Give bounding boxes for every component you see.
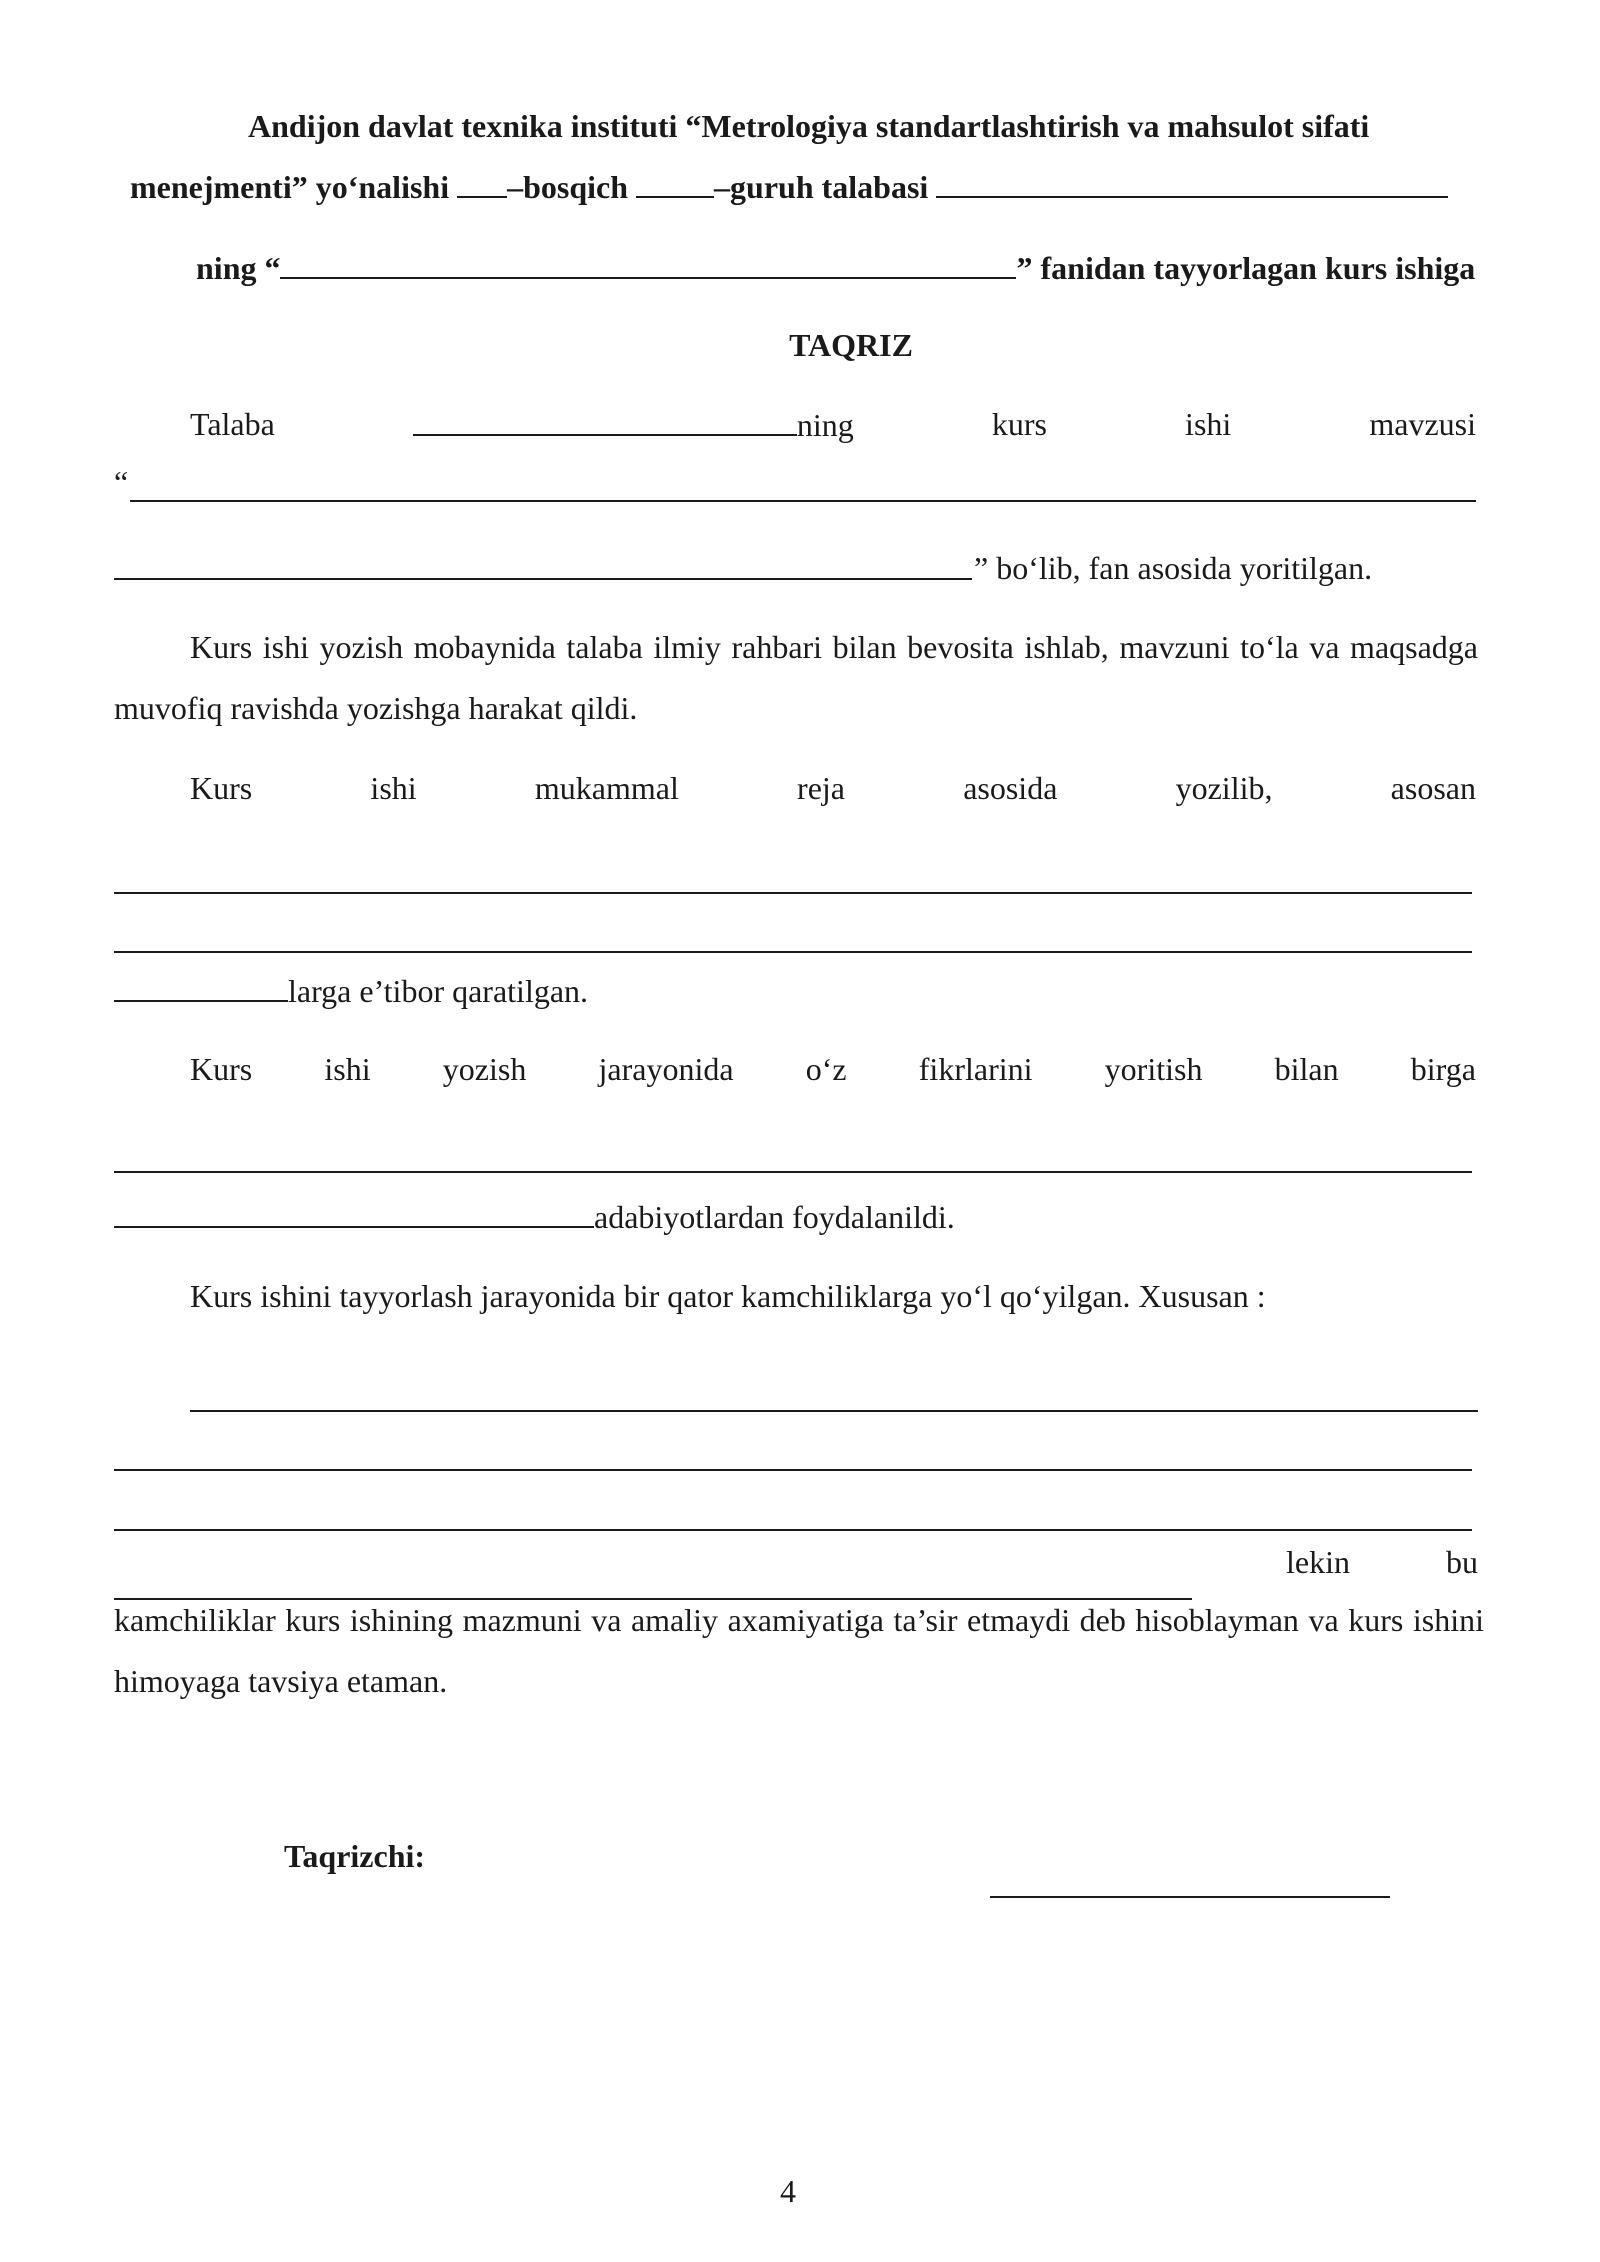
header-subject-prefix: ning “ bbox=[196, 250, 281, 286]
p3-end-text: larga e’tibor qaratilgan. bbox=[288, 973, 589, 1009]
p4-word: yozish bbox=[442, 1051, 527, 1087]
header-line-1: Andijon davlat texnika instituti “Metrologiya standartlashtirish va mahsulot sifati bbox=[248, 108, 1370, 144]
topic-blank-line-1 bbox=[130, 500, 1476, 502]
shortcomings-blank-line-3 bbox=[114, 1529, 1472, 1531]
p4-end-line bbox=[114, 1196, 955, 1237]
p1-word: Talaba bbox=[190, 406, 275, 442]
p4-word: jarayonida bbox=[598, 1051, 734, 1087]
header-line-3 bbox=[196, 247, 1475, 288]
p4-end-text: adabiyotlardan foydalanildi. bbox=[594, 1199, 955, 1235]
p5-closing: kamchiliklar kurs ishining mazmuni va amaliy axamiyatiga ta’sir etmaydi deb hisoblayman va kurs ishini himoyaga tavsiya etaman. bbox=[114, 1602, 1484, 1699]
p1-spread-line bbox=[190, 404, 1476, 445]
p4-spread-line bbox=[190, 1049, 1476, 1089]
p3-word: ishi bbox=[370, 770, 417, 806]
focus-blank-short bbox=[114, 970, 288, 1002]
p3-end-line bbox=[114, 970, 588, 1011]
p1-word: mavzusi bbox=[1369, 406, 1476, 442]
p4-word: o‘z bbox=[805, 1051, 847, 1087]
p1-word: ning bbox=[796, 407, 854, 443]
p1-open-quote: “ bbox=[114, 464, 129, 500]
p4-word: bilan bbox=[1274, 1051, 1339, 1087]
header-direction-text: menejmenti” yo‘nalishi bbox=[130, 169, 450, 205]
page-number: 4 bbox=[780, 2173, 796, 2209]
reviewer-signature-line bbox=[990, 1896, 1390, 1898]
p5-lekin: lekin bbox=[1286, 1544, 1350, 1580]
p5-intro: Kurs ishini tayyorlash jarayonida bir qator kamchiliklarga yo‘l qo‘yilgan. Xususan : bbox=[190, 1278, 1266, 1314]
p2-paragraph: Kurs ishi yozish mobaynida talaba ilmiy rahbari bilan bevosita ishlab, mavzuni to‘la va maqsadga muvofiq ravishda yozishga harakat qildi. bbox=[114, 629, 1478, 726]
p4-word: ishi bbox=[324, 1051, 371, 1087]
p3-word: reja bbox=[797, 770, 845, 806]
group-number-blank bbox=[636, 166, 714, 198]
p4-word: fikrlarini bbox=[918, 1051, 1033, 1087]
p4-word: birga bbox=[1410, 1051, 1476, 1087]
p1-word: kurs bbox=[991, 406, 1047, 442]
p1-name-group bbox=[413, 404, 854, 445]
p1-word: ishi bbox=[1185, 406, 1232, 442]
focus-blank-line-1 bbox=[114, 892, 1472, 894]
header-group-text: –guruh talabasi bbox=[714, 169, 929, 205]
subject-name-blank bbox=[280, 247, 1016, 279]
p3-word: asosida bbox=[963, 770, 1058, 806]
student-name-blank bbox=[936, 166, 1448, 198]
header-subject-suffix: ” fanidan tayyorlagan kurs ishiga bbox=[1016, 250, 1476, 286]
topic-blank-line-2 bbox=[114, 578, 972, 580]
literature-blank-line-1 bbox=[114, 1171, 1472, 1173]
course-number-blank bbox=[457, 166, 507, 198]
p3-word: yozilib, bbox=[1175, 770, 1273, 806]
p5-bu: bu bbox=[1446, 1544, 1478, 1580]
p3-spread-line bbox=[190, 768, 1476, 808]
student-name-blank-2 bbox=[413, 404, 797, 436]
literature-blank-short bbox=[114, 1196, 594, 1228]
reviewer-label: Taqrizchi: bbox=[284, 1838, 426, 1874]
p4-word: yoritish bbox=[1104, 1051, 1203, 1087]
header-stage-text: –bosqich bbox=[507, 169, 629, 205]
header-line-2 bbox=[130, 166, 1448, 207]
shortcomings-blank-line-2 bbox=[114, 1469, 1472, 1471]
p3-word: Kurs bbox=[190, 770, 253, 806]
focus-blank-line-2 bbox=[114, 951, 1472, 953]
p4-word: Kurs bbox=[190, 1051, 253, 1087]
p3-word: asosan bbox=[1390, 770, 1476, 806]
shortcomings-blank-line-1 bbox=[190, 1410, 1478, 1412]
document-title: TAQRIZ bbox=[789, 327, 913, 363]
p1-end-text: ” bo‘lib, fan asosida yoritilgan. bbox=[974, 550, 1373, 586]
p3-word: mukammal bbox=[534, 770, 679, 806]
